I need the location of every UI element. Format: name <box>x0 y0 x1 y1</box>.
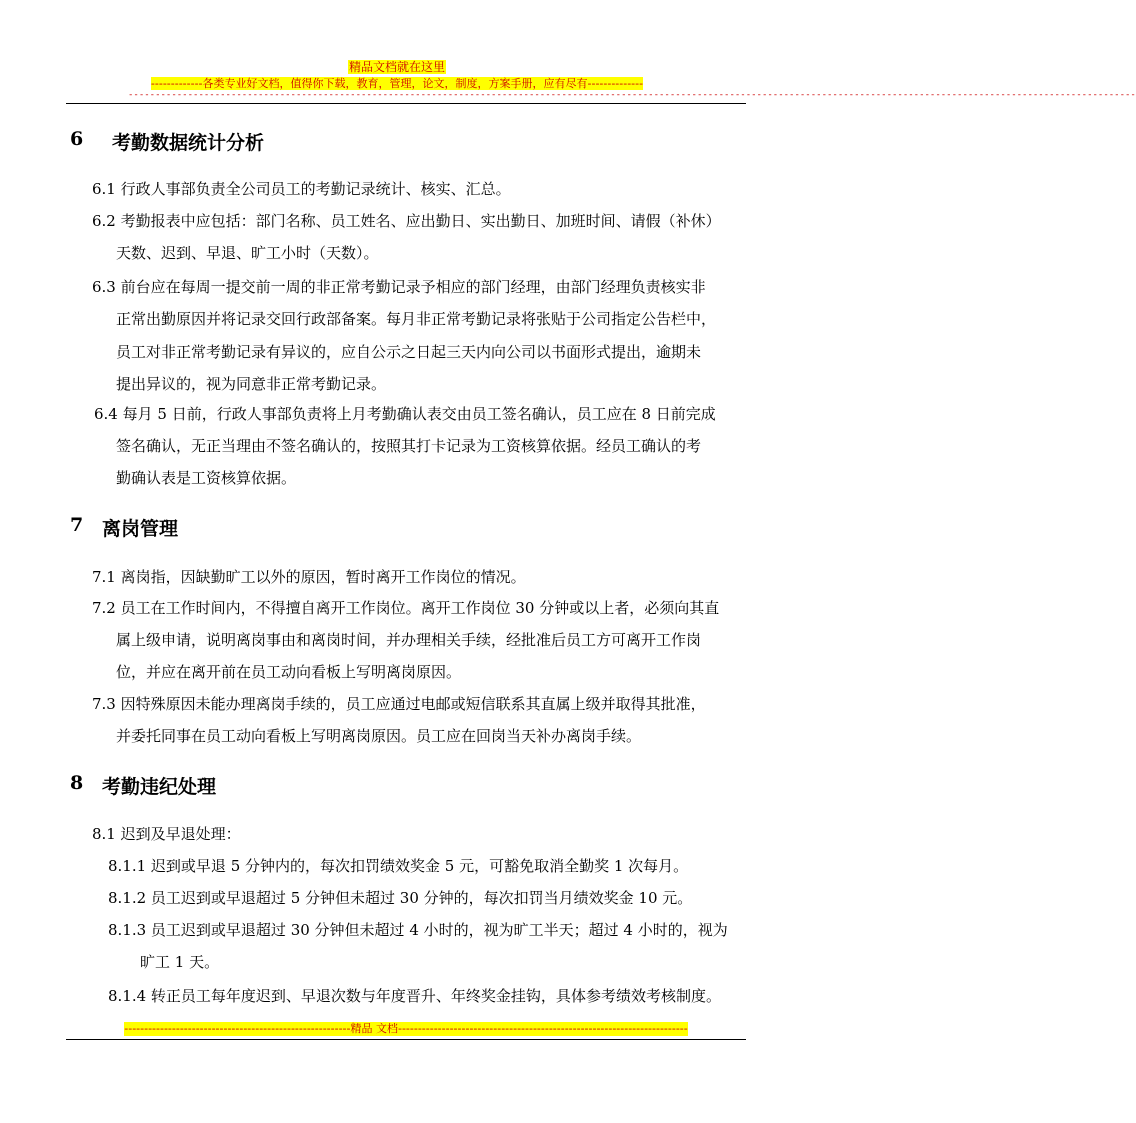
section-title: 考勤违纪处理 <box>102 776 217 798</box>
footer-rule <box>66 1039 746 1040</box>
paragraph-line: 8.1.4 转正员工每年度迟到、早退次数与年度晋升、年终奖金挂钩，具体参考绩效考核制度。 <box>108 987 721 1005</box>
section-number: 8 <box>70 772 84 794</box>
paragraph-line: 7.3 因特殊原因未能办理离岗手续的，员工应通过电邮或短信联系其直属上级并取得其批准， <box>92 695 706 713</box>
paragraph-line: 旷工 1 天。 <box>140 953 220 971</box>
header-dash-line: ------------------------------------------------------------------------------------------------------------------------------------------------------------------------------------------ <box>128 90 1136 100</box>
paragraph-line: 6.2 考勤报表中应包括：部门名称、员工姓名、应出勤日、实出勤日、加班时间、请假（补休） <box>92 212 721 230</box>
section-title: 离岗管理 <box>102 518 179 540</box>
paragraph-line: 并委托同事在员工动向看板上写明离岗原因。员工应在回岗当天补办离岗手续。 <box>116 727 642 745</box>
paragraph-line: 签名确认，无正当理由不签名确认的，按照其打卡记录为工资核算依据。经员工确认的考 <box>116 437 702 455</box>
paragraph-line: 7.1 离岗指，因缺勤旷工以外的原因，暂时离开工作岗位的情况。 <box>92 568 526 586</box>
header-subtitle <box>0 72 794 91</box>
paragraph-line: 8.1.1 迟到或早退 5 分钟内的，每次扣罚绩效奖金 5 元，可豁免取消全勤奖 1 次每月。 <box>108 857 689 875</box>
paragraph-line: 勤确认表是工资核算依据。 <box>116 469 297 487</box>
footer-banner: ---------------------------------------------------------精品 文档------------------------------------------------------------------------- <box>124 1022 688 1035</box>
paragraph-line: 8.1.3 员工迟到或早退超过 30 分钟但未超过 4 小时的，视为旷工半天；超过 4 小时的，视为 <box>108 921 728 939</box>
header-title-text: 精品文档就在这里 <box>348 60 445 74</box>
header-subtitle-text: -------------各类专业好文档，值得你下载，教育，管理，论文，制度，方案手册，应有尽有-------------- <box>150 77 644 90</box>
section-number: 6 <box>70 128 84 150</box>
paragraph-line: 天数、迟到、早退、旷工小时（天数）。 <box>116 244 379 262</box>
paragraph-line: 6.1 行政人事部负责全公司员工的考勤记录统计、核实、汇总。 <box>92 180 511 198</box>
section-number: 7 <box>70 514 84 536</box>
header-rule <box>66 103 746 104</box>
paragraph-line: 8.1.2 员工迟到或早退超过 5 分钟但未超过 30 分钟的，每次扣罚当月绩效奖金 10 元。 <box>108 889 693 907</box>
paragraph-line: 属上级申请，说明离岗事由和离岗时间，并办理相关手续，经批准后员工方可离开工作岗 <box>116 631 702 649</box>
paragraph-line: 员工对非正常考勤记录有异议的，应自公示之日起三天内向公司以书面形式提出，逾期未 <box>116 343 702 361</box>
paragraph-line: 正常出勤原因并将记录交回行政部备案。每月非正常考勤记录将张贴于公司指定公告栏中， <box>116 310 717 328</box>
paragraph-line: 位，并应在离开前在员工动向看板上写明离岗原因。 <box>116 663 462 681</box>
paragraph-line: 8.1 迟到及早退处理： <box>92 825 241 843</box>
paragraph-line: 7.2 员工在工作时间内，不得擅自离开工作岗位。离开工作岗位 30 分钟或以上者，必须向其直 <box>92 599 720 617</box>
paragraph-line: 6.3 前台应在每周一提交前一周的非正常考勤记录予相应的部门经理，由部门经理负责核实非 <box>92 278 706 296</box>
paragraph-line: 6.4 每月 5 日前，行政人事部负责将上月考勤确认表交由员工签名确认，员工应在 8 日前完成 <box>94 405 716 423</box>
section-title: 考勤数据统计分析 <box>112 132 265 154</box>
paragraph-line: 提出异议的，视为同意非正常考勤记录。 <box>116 375 387 393</box>
